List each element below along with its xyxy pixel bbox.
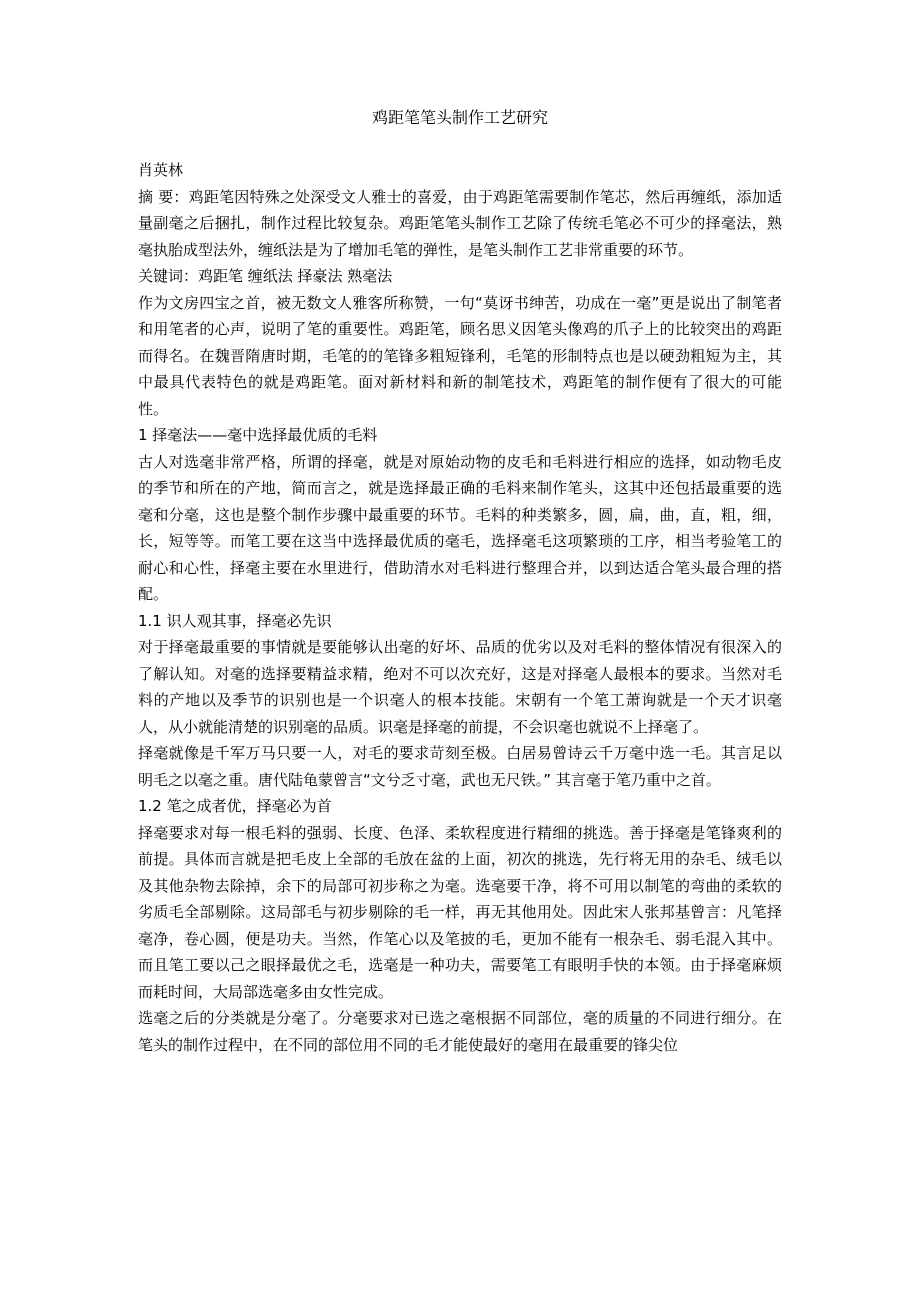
body-paragraph: 摘 要：鸡距笔因特殊之处深受文人雅士的喜爱，由于鸡距笔需要制作笔芯，然后再缠纸，添加适量副毫之后捆扎，制作过程比较复杂。鸡距笔笔头制作工艺除了传统毛笔必不可少的择毫法，熟毫执胎成型法外，缠纸法是为了增加毛笔的弹性，是笔头制作工艺非常重要的环节。 (138, 187, 782, 259)
body-paragraph: 古人对选毫非常严格，所谓的择毫，就是对原始动物的皮毛和毛料进行相应的选择，如动物毛皮的季节和所在的产地，简而言之，就是选择最正确的毛料来制作笔头，这其中还包括最重要的选毫和分毫，这也是整个制作步骤中最重要的环节。毛料的种类繁多，圆，扁，曲，直，粗，细，长，短等等。而笔工要在这当中选择最优质的毫毛，选择毫毛这项繁琐的工序，相当考验笔工的耐心和心性，择毫主要在水里进行，借助清水对毛料进行整理合并，以到达适合笔头最合理的搭配。 (138, 452, 782, 603)
section-heading: 1.2 笔之成者优，择毫必为首 (138, 797, 332, 815)
body-paragraph: 对于择毫最重要的事情就是要能够认出毫的好坏、品质的优劣以及对毛料的整体情况有很深入的了解认知。对毫的选择要精益求精，绝对不可以次充好，这是对择毫人最根本的要求。当然对毛料的产地以及季节的识别也是一个识毫人的根本技能。宋朝有一个笔工萧询就是一个天才识毫人，从小就能清楚的识别毫的品质。识毫是择毫的前提，不会识毫也就说不上择毫了。 (138, 638, 782, 736)
section-heading: 1.1 识人观其事，择毫必先识 (138, 611, 332, 630)
document-body (138, 157, 782, 1058)
author-name: 肖英林 (138, 161, 184, 179)
body-paragraph: 择毫要求对每一根毛料的强弱、长度、色泽、柔软程度进行精细的挑选。善于择毫是笔锋爽利的前提。具体而言就是把毛皮上全部的毛放在盆的上面，初次的挑选，先行将无用的杂毛、绒毛以及其他杂物去除掉，余下的局部可初步称之为毫。选毫要干净，将不可用以制笔的弯曲的柔软的劣质毛全部剔除。这局部毛与初步剔除的毛一样，再无其他用处。因此宋人张邦基曾言：凡笔择毫净，卷心圆，便是功夫。当然，作笔心以及笔披的毛，更加不能有一根杂毛、弱毛混入其中。而且笔工要以己之眼择最优之毛，选毫是一种功夫，需要笔工有眼明手快的本领。由于择毫麻烦而耗时间，大局部选毫多由女性完成。 (138, 823, 782, 1001)
body-paragraph: 选毫之后的分类就是分毫了。分毫要求对已选之毫根据不同部位，毫的质量的不同进行细分。在笔头的制作过程中，在不同的部位用不同的毛才能使最好的毫用在最重要的锋尖位 (138, 1009, 782, 1054)
keywords-line: 关键词：鸡距笔 缠纸法 择豪法 熟毫法 (138, 267, 393, 285)
document-title: 鸡距笔笔头制作工艺研究 (371, 108, 548, 127)
section-heading: 1 择毫法——毫中选择最优质的毛料 (138, 426, 378, 444)
body-paragraph: 择毫就像是千军万马只要一人，对毛的要求苛刻至极。白居易曾诗云千万毫中选一毛。其言足以明毛之以毫之重。唐代陆龟蒙曾言“文兮乏寸毫，武也无尺铁。” 其言毫于笔乃重中之首。 (138, 744, 782, 789)
body-paragraph: 作为文房四宝之首，被无数文人雅客所称赞，一句“莫讶书绅苦，功成在一毫”更是说出了制笔者和用笔者的心声，说明了笔的重要性。鸡距笔，顾名思义因笔头像鸡的爪子上的比较突出的鸡距而得名。在魏晋隋唐时期，毛笔的的笔锋多粗短锋利，毛笔的形制特点也是以硬劲粗短为主，其中最具代表特色的就是鸡距笔。面对新材料和新的制笔技术，鸡距笔的制作便有了很大的可能性。 (138, 293, 782, 418)
